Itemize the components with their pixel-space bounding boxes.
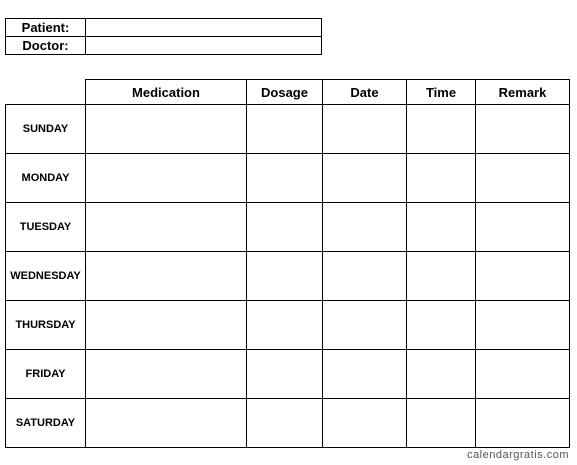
doctor-label: Doctor: (6, 37, 86, 55)
time-cell[interactable] (407, 301, 476, 350)
header-dosage: Dosage (247, 80, 323, 105)
remark-cell[interactable] (476, 105, 570, 154)
medication-cell[interactable] (86, 399, 247, 448)
remark-cell[interactable] (476, 350, 570, 399)
day-label: FRIDAY (6, 350, 86, 399)
dosage-cell[interactable] (247, 301, 323, 350)
remark-cell[interactable] (476, 154, 570, 203)
time-cell[interactable] (407, 203, 476, 252)
date-cell[interactable] (323, 350, 407, 399)
medication-cell[interactable] (86, 252, 247, 301)
dosage-cell[interactable] (247, 105, 323, 154)
remark-cell[interactable] (476, 399, 570, 448)
time-cell[interactable] (407, 350, 476, 399)
dosage-cell[interactable] (247, 399, 323, 448)
medication-cell[interactable] (86, 203, 247, 252)
date-cell[interactable] (323, 399, 407, 448)
remark-cell[interactable] (476, 203, 570, 252)
date-cell[interactable] (323, 105, 407, 154)
day-label: THURSDAY (6, 301, 86, 350)
table-row (6, 154, 570, 203)
day-label: SUNDAY (6, 105, 86, 154)
table-row (6, 105, 570, 154)
date-cell[interactable] (323, 203, 407, 252)
table-row (6, 301, 570, 350)
header-corner (6, 80, 86, 105)
date-cell[interactable] (323, 301, 407, 350)
doctor-field[interactable] (86, 37, 322, 55)
remark-cell[interactable] (476, 252, 570, 301)
doctor-row (6, 37, 322, 55)
medication-cell[interactable] (86, 350, 247, 399)
patient-row (6, 19, 322, 37)
time-cell[interactable] (407, 252, 476, 301)
remark-cell[interactable] (476, 301, 570, 350)
header-medication: Medication (86, 80, 247, 105)
date-cell[interactable] (323, 154, 407, 203)
day-label: MONDAY (6, 154, 86, 203)
header-date: Date (323, 80, 407, 105)
date-cell[interactable] (323, 252, 407, 301)
table-row (6, 350, 570, 399)
day-label: SATURDAY (6, 399, 86, 448)
dosage-cell[interactable] (247, 350, 323, 399)
day-label: TUESDAY (6, 203, 86, 252)
time-cell[interactable] (407, 399, 476, 448)
day-label: WEDNESDAY (6, 252, 86, 301)
header-remark: Remark (476, 80, 570, 105)
table-row (6, 399, 570, 448)
dosage-cell[interactable] (247, 203, 323, 252)
dosage-cell[interactable] (247, 154, 323, 203)
table-row (6, 203, 570, 252)
patient-label: Patient: (6, 19, 86, 37)
table-row (6, 252, 570, 301)
header-row (6, 80, 570, 105)
header-time: Time (407, 80, 476, 105)
medication-cell[interactable] (86, 105, 247, 154)
medication-schedule-table (5, 79, 570, 448)
time-cell[interactable] (407, 154, 476, 203)
dosage-cell[interactable] (247, 252, 323, 301)
medication-cell[interactable] (86, 301, 247, 350)
medication-cell[interactable] (86, 154, 247, 203)
footer-watermark: calendargratis.com (467, 449, 569, 461)
time-cell[interactable] (407, 105, 476, 154)
patient-field[interactable] (86, 19, 322, 37)
patient-info-table (5, 18, 322, 55)
